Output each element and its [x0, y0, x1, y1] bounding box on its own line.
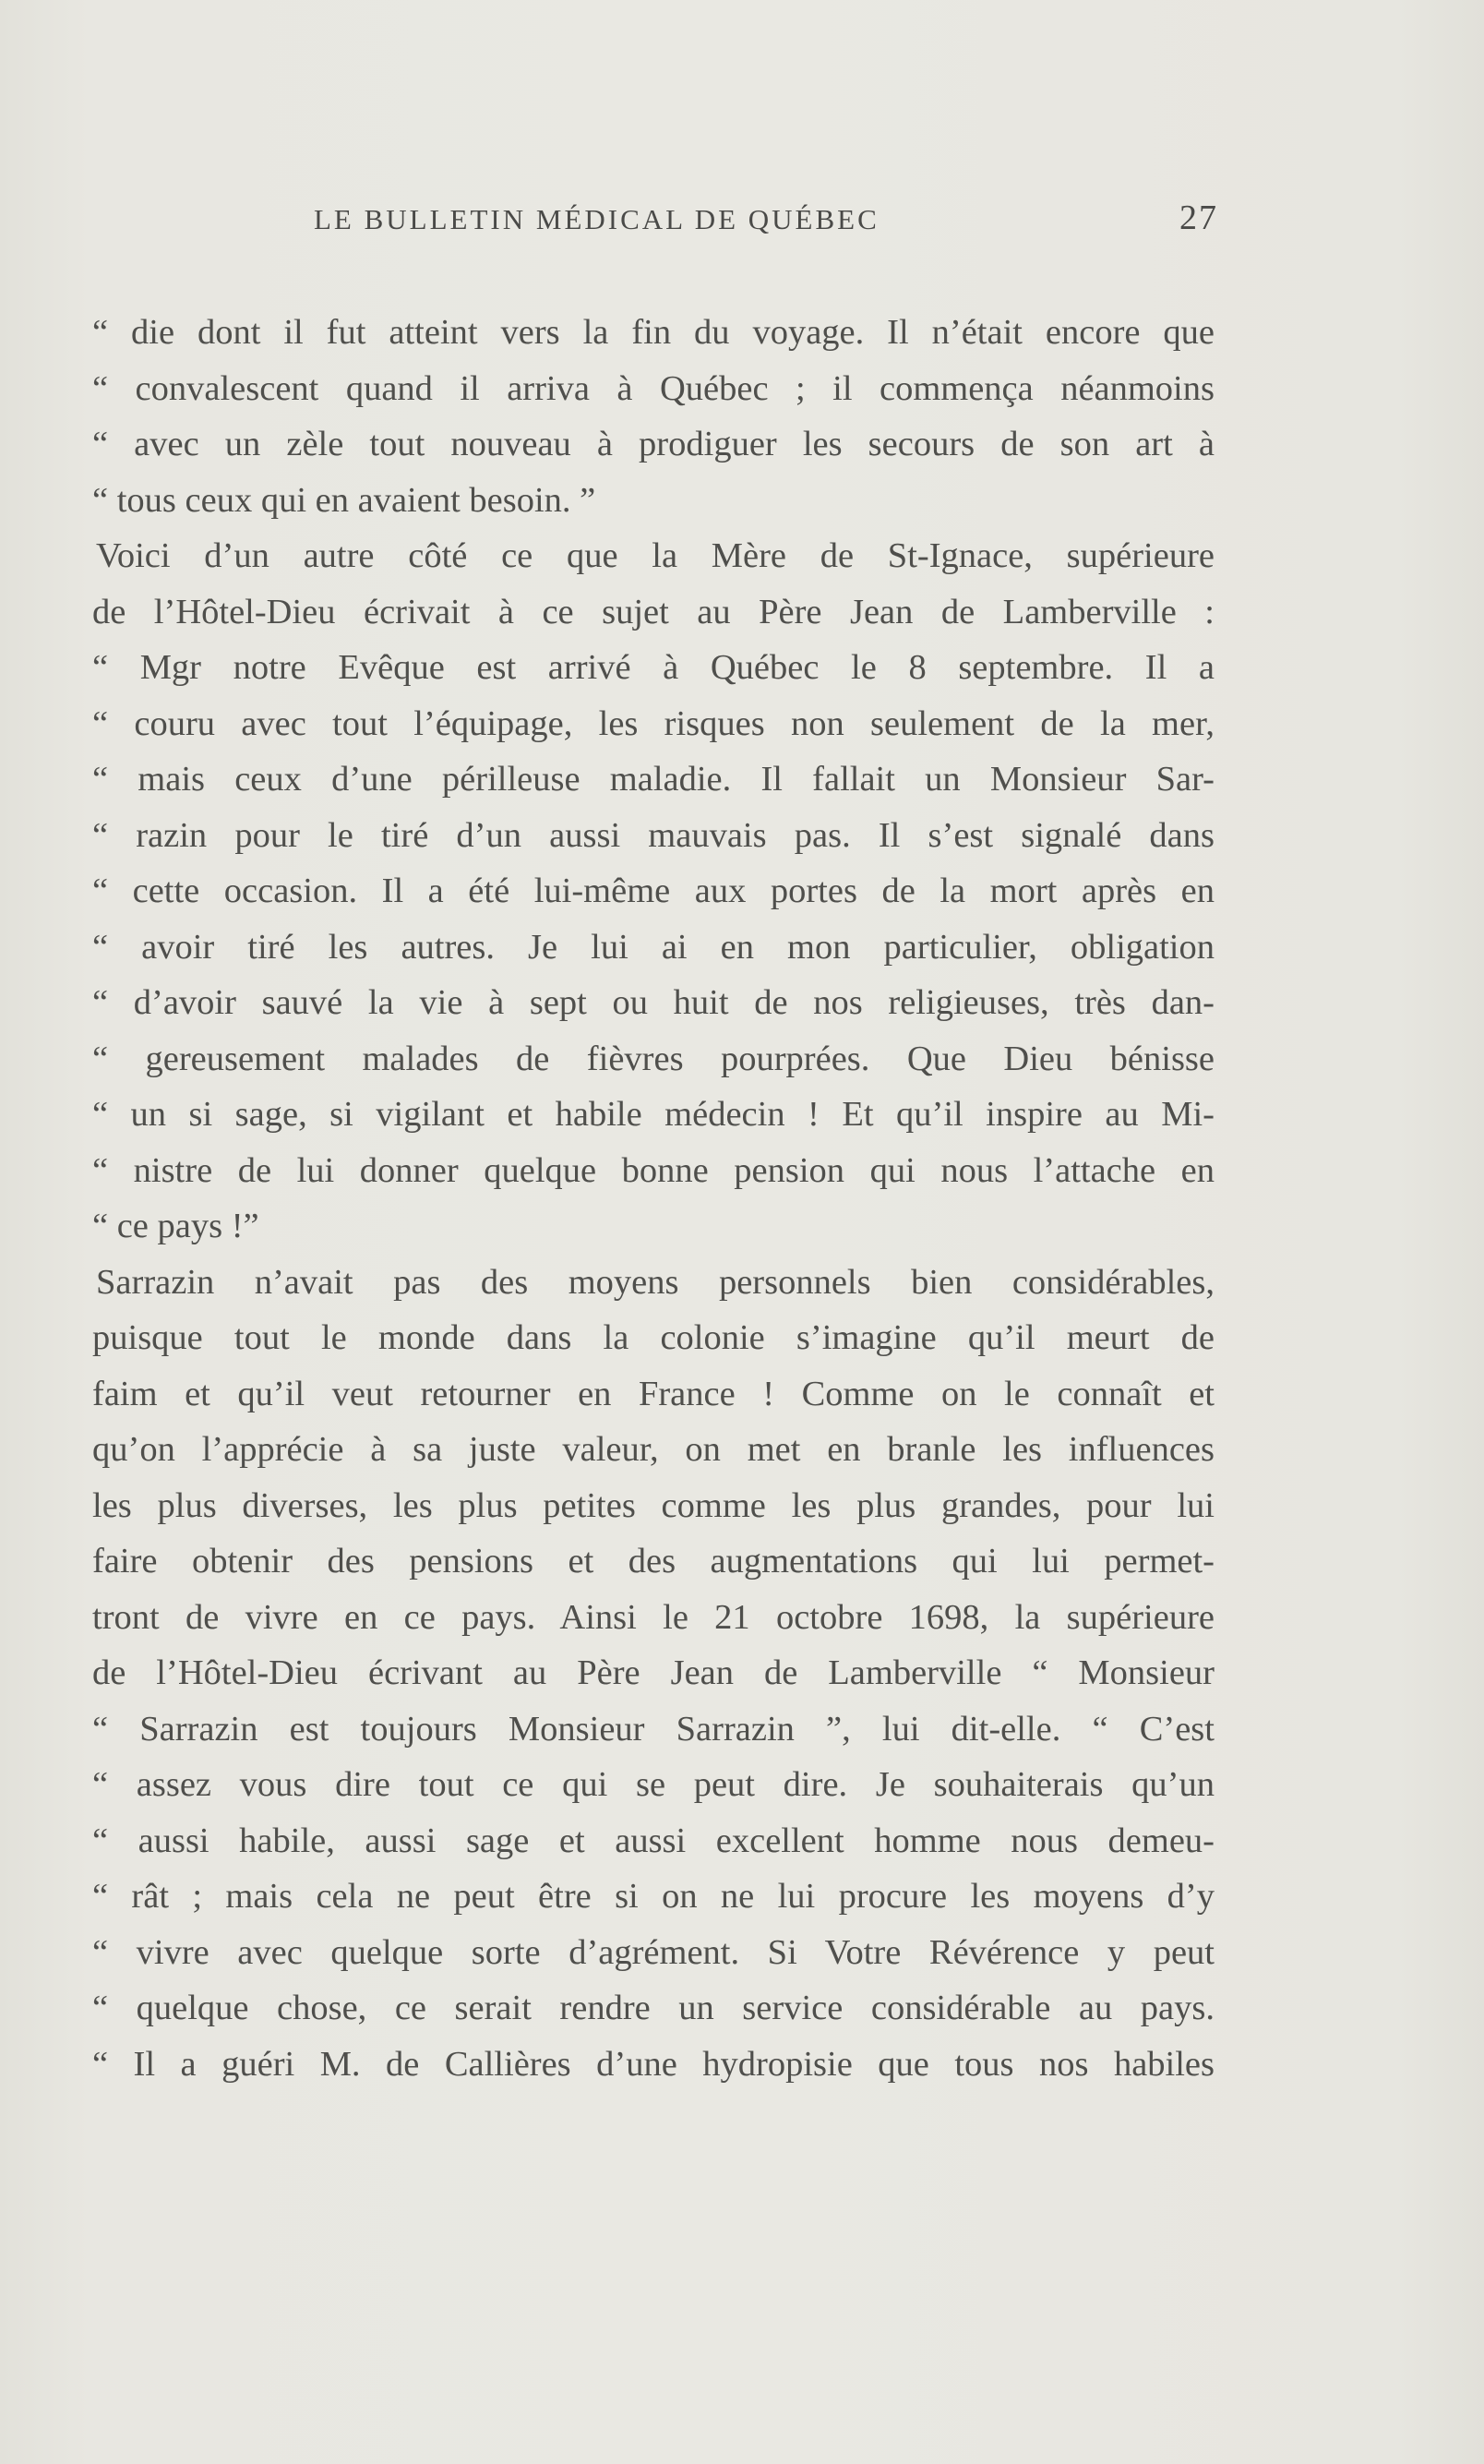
text-line: faim et qu’il veut retourner en France ! Comme on le connaît et [92, 1374, 1215, 1413]
text-line: “ mais ceux d’une périlleuse maladie. Il fallait un Monsieur Sar- [92, 760, 1215, 799]
text-line: “ die dont il fut atteint vers la fin du voyage. Il n’était encore que [92, 313, 1215, 352]
text-line: “ convalescent quand il arriva à Québec ; il commença néanmoins [92, 368, 1215, 408]
text-line: “ avoir tiré les autres. Je lui ai en mon particulier, obligation [92, 927, 1215, 967]
text-line: “ un si sage, si vigilant et habile médecin ! Et qu’il inspire au Mi- [92, 1095, 1215, 1134]
text-line: “ nistre de lui donner quelque bonne pension qui nous l’attache en [92, 1150, 1215, 1190]
text-line: tront de vivre en ce pays. Ainsi le 21 octobre 1698, la supérieure [92, 1597, 1215, 1637]
text-line: “ vivre avec quelque sorte d’agrément. Si Votre Révérence y peut [92, 1932, 1215, 1972]
text-line: “ couru avec tout l’équipage, les risques non seulement de la mer, [92, 703, 1215, 743]
text-line: “ d’avoir sauvé la vie à sept ou huit de nos religieuses, très dan- [92, 983, 1215, 1022]
page-number: 27 [1179, 198, 1218, 237]
text-line: “ tous ceux qui en avaient besoin. ” [92, 480, 596, 520]
text-line: “ assez vous dire tout ce qui se peut dire. Je souhaiterais qu’un [92, 1765, 1215, 1804]
text-line: “ razin pour le tiré d’un aussi mauvais pas. Il s’est signalé dans [92, 815, 1215, 855]
text-line: Sarrazin n’avait pas des moyens personnels bien considérables, [96, 1262, 1215, 1302]
running-header [92, 198, 1218, 255]
text-line: puisque tout le monde dans la colonie s’imagine qu’il meurt de [92, 1318, 1215, 1357]
text-line: “ Il a guéri M. de Callières d’une hydropisie que tous nos habiles [92, 2044, 1215, 2084]
text-line: “ gereusement malades de fièvres pourprées. Que Dieu bénisse [92, 1039, 1215, 1078]
text-line: les plus diverses, les plus petites comme les plus grandes, pour lui [92, 1485, 1215, 1525]
body-text [92, 305, 1215, 2092]
running-title: LE BULLETIN MÉDICAL DE QUÉBEC [314, 203, 880, 235]
text-line: de l’Hôtel-Dieu écrivant au Père Jean de Lamberville “ Monsieur [92, 1653, 1215, 1692]
text-line: faire obtenir des pensions et des augmentations qui lui permet- [92, 1542, 1215, 1581]
text-line: Voici d’un autre côté ce que la Mère de St-Ignace, supérieure [96, 536, 1215, 575]
text-line: “ Mgr notre Evêque est arrivé à Québec le 8 septembre. Il a [92, 648, 1215, 687]
text-line: “ avec un zèle tout nouveau à prodiguer les secours de son art à [92, 425, 1215, 463]
text-line: “ quelque chose, ce serait rendre un service considérable au pays. [92, 1989, 1215, 2027]
text-line: “ ce pays !” [92, 1207, 259, 1245]
text-line: de l’Hôtel-Dieu écrivait à ce sujet au Père Jean de Lamberville : [92, 592, 1215, 631]
text-line: “ aussi habile, aussi sage et aussi excellent homme nous demeu- [92, 1821, 1215, 1860]
text-line: “ cette occasion. Il a été lui-même aux portes de la mort après en [92, 871, 1215, 910]
text-line: “ rât ; mais cela ne peut être si on ne lui procure les moyens d’y [92, 1877, 1215, 1916]
text-line: qu’on l’apprécie à sa juste valeur, on met en branle les influences [92, 1430, 1215, 1469]
text-line: “ Sarrazin est toujours Monsieur Sarrazin ”, lui dit-elle. “ C’est [92, 1709, 1215, 1749]
